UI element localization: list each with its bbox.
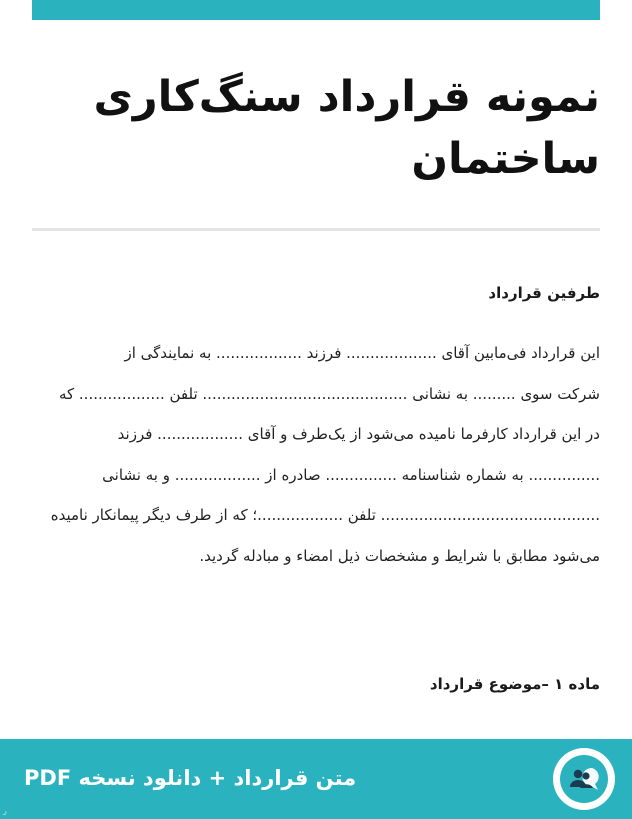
paragraph-line: این قرارداد فی‌مابین آقای ................... فرزند .................. به نمایندگی از <box>124 344 600 362</box>
corner-mark: ر <box>3 806 7 815</box>
top-accent-bar <box>32 0 600 20</box>
download-banner[interactable] <box>0 739 632 819</box>
paragraph-line: در این قرارداد کارفرما نامیده می‌شود از یک‌طرف و آقای .................. فرزند <box>117 425 600 443</box>
users-chat-icon[interactable] <box>553 748 615 810</box>
paragraph-line: .............................................. تلفن ..................؛ که از طرف دیگر پیمانکار نامیده <box>50 506 600 524</box>
paragraph-line: ............... به شماره شناسنامه ............... صادره از .................. و به نشانی <box>102 465 600 484</box>
page-title-line2: ساختمان <box>411 134 600 184</box>
page-title-line1: نمونه قرارداد سنگ‌کاری <box>93 72 600 122</box>
document-page <box>32 20 600 696</box>
title-divider <box>32 228 600 231</box>
page-title <box>32 66 600 190</box>
parties-paragraph <box>32 333 600 576</box>
download-banner-text[interactable]: متن قرارداد + دانلود نسخه PDF <box>24 766 357 790</box>
parties-heading: طرفین قرارداد <box>488 284 600 302</box>
article1-heading: ماده ۱ –موضوع قرارداد <box>429 675 600 693</box>
paragraph-line: می‌شود مطابق با شرایط و مشخصات ذیل امضاء و مبادله گردید. <box>199 546 600 565</box>
paragraph-line: شرکت سوی ......... به نشانی ........................................... تلفن .................. که <box>58 384 600 403</box>
